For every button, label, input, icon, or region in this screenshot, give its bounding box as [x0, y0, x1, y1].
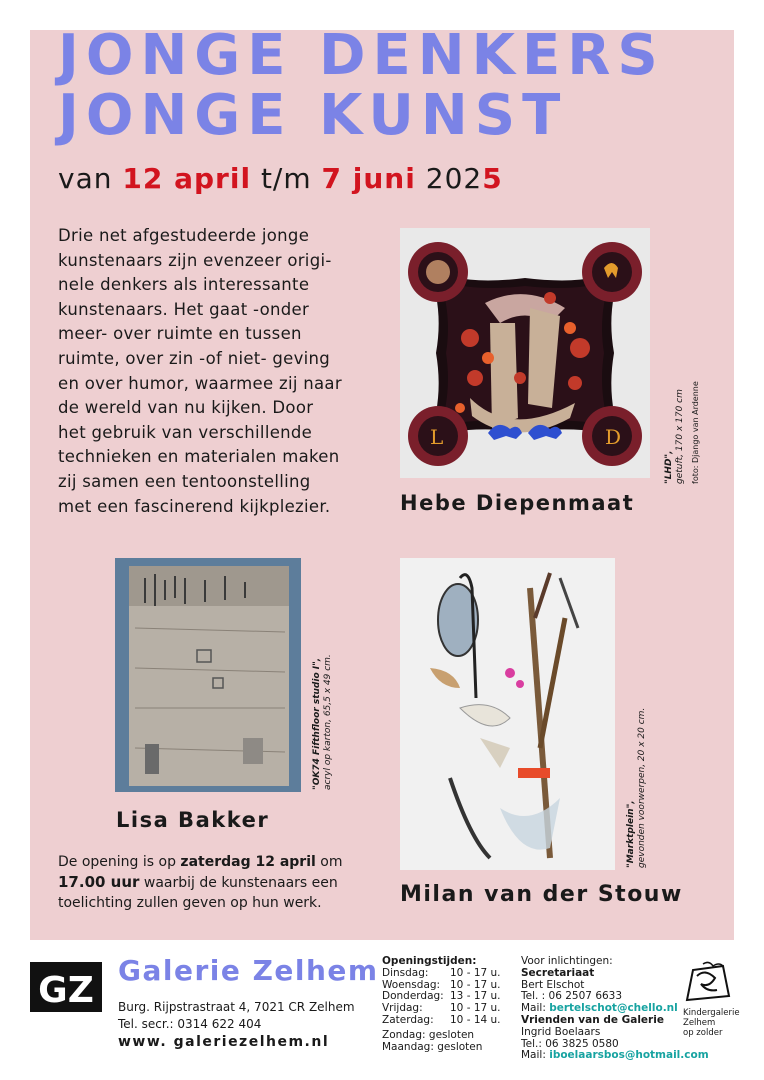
kindergalerie-logo	[683, 960, 735, 1006]
svg-text:L: L	[430, 425, 444, 449]
galerie-zelhem-logo	[30, 962, 102, 1012]
artwork-lhd-image	[400, 228, 650, 478]
secretariaat-email-link[interactable]: bertelschot@chello.nl	[549, 1002, 678, 1015]
contact-info: Voor inlichtingen: Secretariaat Bert Elschot Tel. : 06 2507 6633 Mail: bertelschot@chello.nl Vrienden van de Galerie Ingrid Boelaars Tel.: 06 3825 0580 Mail: iboelaarsbos@hotmail.com	[521, 955, 709, 1062]
artwork-ok74-image	[115, 558, 301, 792]
poster-title-line1: JONGE DENKERS	[58, 23, 665, 88]
end-date: 7 juni	[321, 162, 416, 195]
artwork-ok74-caption: "OK74 Fifthfloor studio I", acryl op karton, 65,5 x 49 cm.	[312, 654, 333, 790]
intro-text: Drie net afgestudeerde jonge kunstenaars zijn evenzeer origi- nele denkers als interessante kunstenaars. Het gaat -onder meer- over ruimte en tussen ruimte, over zin -of niet- geving en over humor, waarmee zij naar de wereld van nu kijken. Door het gebruik van verschillende technieken en materialen maken zij samen een tentoonstelling met een fascinerend kijkplezier.	[58, 226, 342, 516]
svg-text:GZ: GZ	[38, 970, 94, 1011]
gallery-address: Burg. Rijpstrastraat 4, 7021 CR Zelhem	[118, 1000, 355, 1014]
poster-title-line2: JONGE KUNST	[58, 83, 568, 148]
opening-announcement: De opening is op zaterdag 12 april om 17.00 uur waarbij de kunstenaars een toelichting zullen geven op hun werk.	[58, 854, 343, 911]
kindergalerie-label: Kindergalerie Zelhem op zolder	[683, 1008, 740, 1038]
artwork-marktplein-caption: "Marktplein", gevonden voorwerpen, 20 x 20 cm.	[626, 707, 647, 868]
gallery-website[interactable]: www. galeriezelhem.nl	[118, 1034, 330, 1050]
artwork-lhd-photo-credit: foto: Django van Ardenne	[691, 381, 700, 484]
vrienden-email-link[interactable]: iboelaarsbos@hotmail.com	[549, 1049, 709, 1062]
artist-milan-van-der-stouw: Milan van der Stouw	[400, 882, 683, 907]
gallery-name: Galerie Zelhem	[118, 954, 379, 987]
exhibition-dates: van 12 april t/m 7 juni 2025	[58, 162, 503, 195]
artwork-lhd-caption: "LHD", getuft, 170 x 170 cm	[664, 389, 685, 484]
year: 2025	[425, 162, 503, 195]
artwork-marktplein-image	[400, 558, 615, 870]
opening-hours: Openingstijden: Dinsdag: 10 - 17 u. Woensdag: 10 - 17 u. Donderdag: 13 - 17 u. Vrijdag: 10 - 17 u. Zaterdag: 10 - 14 u. Zondag: gesloten Maandag: gesloten	[382, 955, 501, 1053]
gallery-phone: Tel. secr.: 0314 622 404	[118, 1017, 262, 1031]
artist-hebe-diepenmaat: Hebe Diepenmaat	[400, 491, 635, 515]
svg-text:D: D	[605, 425, 622, 449]
artist-lisa-bakker: Lisa Bakker	[116, 808, 270, 832]
start-date: 12 april	[122, 162, 252, 195]
